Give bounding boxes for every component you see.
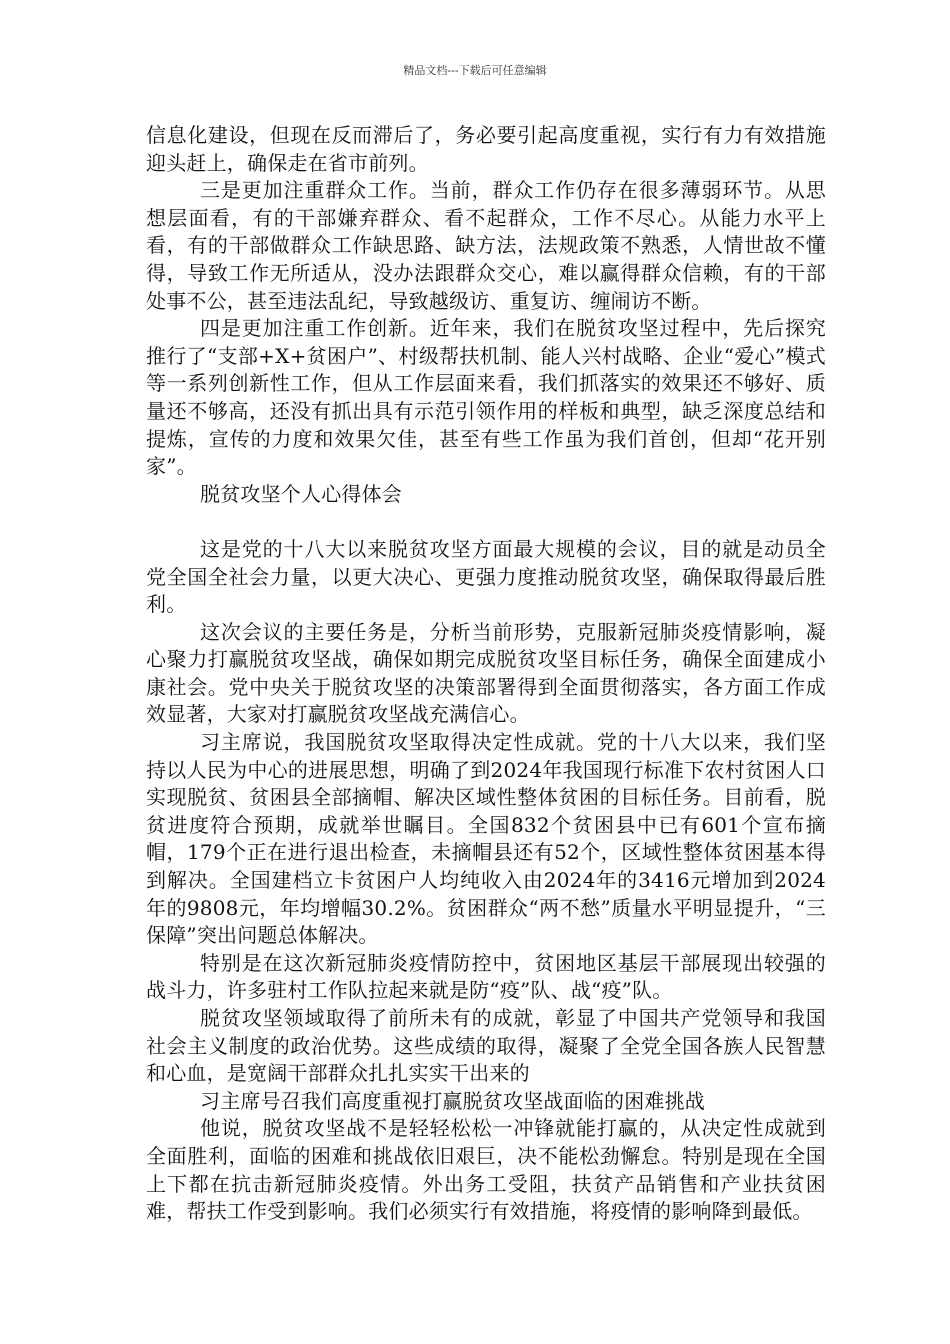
paragraph: 三是更加注重群众工作。当前，群众工作仍存在很多薄弱环节。从思想层面看，有的干部嫌弃群众、看不起群众，工作不尽心。从能力水平上看，有的干部做群众工作缺思路、缺方法，法规政策不熟悉，人情世故不懂得，导致工作无所适从，没办法跟群众交心，难以赢得群众信赖，有的干部处事不公，甚至违法乱纪，导致越级访、重复访、缠闹访不断。: [146, 178, 826, 313]
paragraph: 这是党的十八大以来脱贫攻坚方面最大规模的会议，目的就是动员全党全国全社会力量，以更大决心、更强力度推动脱贫攻坚，确保取得最后胜利。: [146, 536, 826, 617]
page-header: 精品文档---下载后可任意编辑: [403, 64, 547, 77]
section-title: 脱贫攻坚个人心得体会: [200, 481, 402, 506]
paragraph: 特别是在这次新冠肺炎疫情防控中，贫困地区基层干部展现出较强的战斗力，许多驻村工作队拉起来就是防“疫”队、战“疫”队。: [146, 950, 826, 1003]
paragraph: 这次会议的主要任务是，分析当前形势，克服新冠肺炎疫情影响，凝心聚力打赢脱贫攻坚战，确保如期完成脱贫攻坚目标任务，确保全面建成小康社会。党中央关于脱贫攻坚的决策部署得到全面贯彻落实，各方面工作成效显著，大家对打赢脱贫攻坚战充满信心。: [146, 619, 826, 727]
paragraph: 四是更加注重工作创新。近年来，我们在脱贫攻坚过程中，先后探究推行了“支部+X+贫困户”、村级帮扶机制、能人兴村战略、企业“爱心”模式等一系列创新性工作，但从工作层面来看，我们抓落实的效果还不够好、质量还不够高，还没有抓出具有示范引领作用的样板和典型，缺乏深度总结和提炼，宣传的力度和效果欠佳，甚至有些工作虽为我们首创，但却“花开别家”。: [146, 316, 826, 479]
paragraph: 他说，脱贫攻坚战不是轻轻松松一冲锋就能打赢的，从决定性成就到全面胜利，面临的困难和挑战依旧艰巨，决不能松劲懈怠。特别是现在全国上下都在抗击新冠肺炎疫情。外出务工受阻，扶贫产品销售和产业扶贫困难，帮扶工作受到影响。我们必须实行有效措施，将疫情的影响降到最低。: [146, 1116, 826, 1224]
paragraph: 习主席说，我国脱贫攻坚取得决定性成就。党的十八大以来，我们坚持以人民为中心的进展思想，明确了到2024年我国现行标准下农村贫困人口实现脱贫、贫困县全部摘帽、解决区域性整体贫困的目标任务。目前看，脱贫进度符合预期，成就举世瞩目。全国832个贫困县中已有601个宣布摘帽，179个正在进行退出检查，未摘帽县还有52个，区域性整体贫困基本得到解决。全国建档立卡贫困户人均纯收入由2024年的3416元增加到2024年的9808元，年均增幅30.2%。贫困群众“两不愁”质量水平明显提升，“三保障”突出问题总体解决。: [146, 730, 826, 948]
paragraph: 信息化建设，但现在反而滞后了，务必要引起高度重视，实行有力有效措施迎头赶上，确保走在省市前列。: [146, 123, 826, 175]
paragraph: 习主席号召我们高度重视打赢脱贫攻坚战面临的困难挑战: [200, 1088, 705, 1113]
blank-line: [146, 508, 826, 536]
document-body: [146, 122, 826, 1226]
paragraph: 脱贫攻坚领域取得了前所未有的成就，彰显了中国共产党领导和我国社会主义制度的政治优势。这些成绩的取得，凝聚了全党全国各族人民智慧和心血，是宽阔干部群众扎扎实实干出来的: [146, 1006, 826, 1086]
